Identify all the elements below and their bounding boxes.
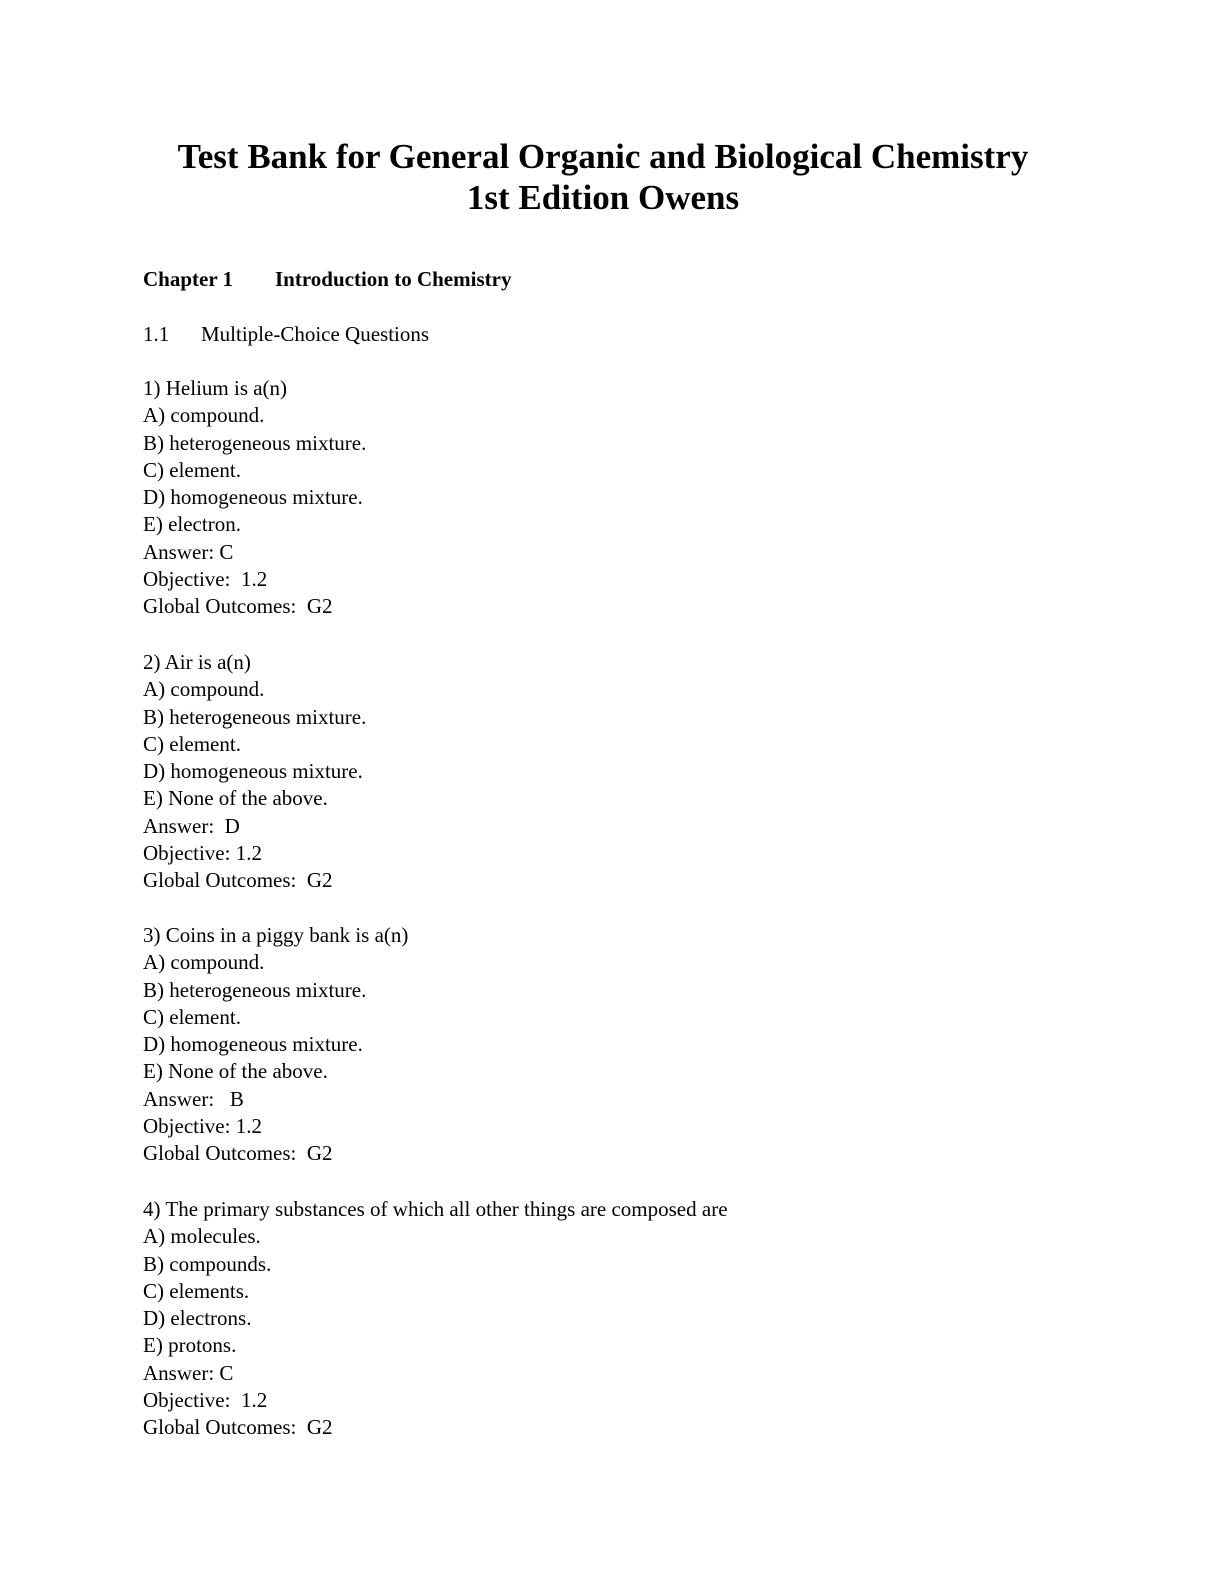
question-stem: 2) Air is a(n) xyxy=(143,650,251,674)
option-b: B) compounds. xyxy=(143,1251,272,1276)
option-e: E) electron. xyxy=(143,512,241,537)
option-b: B) heterogeneous mixture. xyxy=(143,977,367,1002)
option-d: D) homogeneous mixture. xyxy=(143,485,363,510)
question-stem: 4) The primary substances of which all other things are composed are xyxy=(143,1197,728,1221)
objective: Objective: 1.2 xyxy=(143,1388,268,1413)
option-d: D) homogeneous mixture. xyxy=(143,1032,363,1057)
section-number: 1.1 xyxy=(143,322,170,346)
option-e: E) protons. xyxy=(143,1333,237,1358)
section-name: Multiple-Choice Questions xyxy=(201,322,430,346)
option-c: C) elements. xyxy=(143,1278,250,1303)
question-stem: 1) Helium is a(n) xyxy=(143,376,288,400)
objective: Objective: 1.2 xyxy=(143,1114,262,1139)
answer: Answer: C xyxy=(143,539,234,564)
objective: Objective: 1.2 xyxy=(143,841,262,866)
option-a: A) molecules. xyxy=(143,1224,261,1249)
global-outcomes: Global Outcomes: G2 xyxy=(143,594,333,619)
chapter-name: Introduction to Chemistry xyxy=(275,267,512,291)
option-a: A) compound. xyxy=(143,677,265,702)
chapter-heading xyxy=(143,266,511,293)
question-stem: 3) Coins in a piggy bank is a(n) xyxy=(143,923,409,947)
answer: Answer: D xyxy=(143,813,240,838)
option-c: C) element. xyxy=(143,457,241,482)
option-c: C) element. xyxy=(143,1004,241,1029)
option-e: E) None of the above. xyxy=(143,1059,328,1084)
title-line-1: Test Bank for General Organic and Biological Chemistry xyxy=(177,137,1029,176)
title-line-2: 1st Edition Owens xyxy=(466,178,740,217)
option-d: D) electrons. xyxy=(143,1306,252,1331)
option-a: A) compound. xyxy=(143,403,265,428)
option-a: A) compound. xyxy=(143,950,265,975)
question-4 xyxy=(143,1196,728,1442)
objective: Objective: 1.2 xyxy=(143,567,268,592)
question-2 xyxy=(143,649,366,895)
option-c: C) element. xyxy=(143,731,241,756)
global-outcomes: Global Outcomes: G2 xyxy=(143,1415,333,1440)
chapter-number: Chapter 1 xyxy=(143,267,234,291)
option-d: D) homogeneous mixture. xyxy=(143,759,363,784)
option-b: B) heterogeneous mixture. xyxy=(143,430,367,455)
option-e: E) None of the above. xyxy=(143,786,328,811)
question-1 xyxy=(143,375,366,621)
answer: Answer: B xyxy=(143,1086,244,1111)
global-outcomes: Global Outcomes: G2 xyxy=(143,868,333,893)
section-heading xyxy=(143,321,429,348)
question-3 xyxy=(143,922,408,1168)
answer: Answer: C xyxy=(143,1360,234,1385)
document-title xyxy=(0,136,1206,218)
option-b: B) heterogeneous mixture. xyxy=(143,704,367,729)
global-outcomes: Global Outcomes: G2 xyxy=(143,1141,333,1166)
